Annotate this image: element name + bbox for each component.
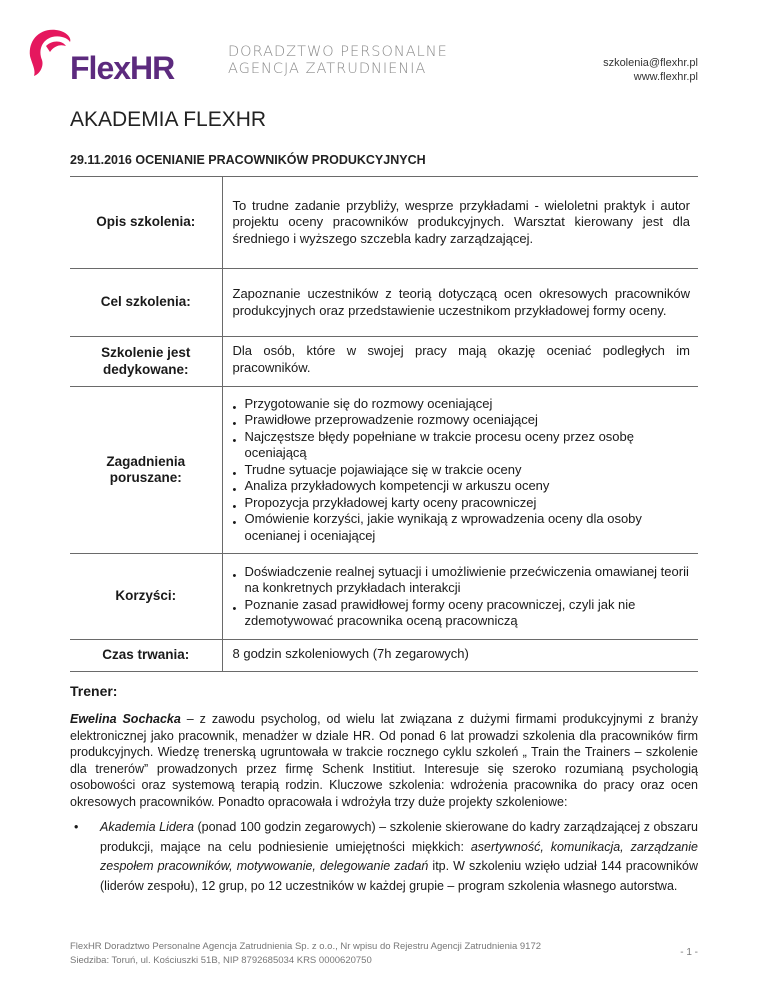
label-korzysci: Korzyści: [70, 554, 222, 640]
email-link[interactable]: szkolenia@flexhr.pl [603, 57, 698, 69]
value-dedykowane: Dla osób, które w swojej pracy mają okazję oceniać podległych im pracowników. [222, 337, 698, 387]
logo-mark-icon [26, 26, 74, 82]
row-opis [70, 177, 698, 269]
trainer-bio [70, 711, 698, 811]
label-dedykowane: Szkolenie jest dedykowane: [70, 337, 222, 387]
bullet-end: itp. W szkoleniu wzięło udział 144 pracowników (liderów zespołu), 12 grup, po 12 uczestników w każdej grupie – program szkolenia własnego autorstwa. [100, 859, 698, 893]
bullet-mid: (ponad 100 godzin zegarowych) – szkolenie skierowane do kadry zarządzającej z obszaru produkcji, mające na celu podniesienie umiejętności miękkich: [100, 820, 699, 854]
page-title: AKADEMIA FLEXHR [70, 108, 267, 131]
flexhr-logo [26, 26, 186, 86]
label-czas: Czas trwania: [70, 640, 222, 672]
tagline-line1: DORADZTWO PERSONALNE [228, 44, 448, 60]
page-subtitle: 29.11.2016 OCENIANIE PRACOWNIKÓW PRODUKCYJNYCH [70, 153, 426, 167]
label-cel: Cel szkolenia: [70, 269, 222, 337]
label-opis: Opis szkolenia: [70, 177, 222, 269]
row-dedykowane [70, 337, 698, 387]
page-header [0, 0, 768, 110]
value-czas: 8 godzin szkoleniowych (7h zegarowych) [222, 640, 698, 672]
list-item: • Doświadczenie realnej sytuacji i umożliwienie przećwiczenia omawianej teorii na konkretnych przykładach interakcji [233, 564, 691, 597]
logo-text: FlexHR [70, 50, 175, 86]
list-item: • Analiza przykładowych kompetencji w arkuszu oceny [233, 478, 691, 495]
row-zagadnienia [70, 387, 698, 554]
value-opis: To trudne zadanie przybliży, wesprze przykładami - wieloletni praktyk i autor projektu oceny pracowników produkcyjnych. Warsztat kierowany jest dla średniego i wyższego szczebla kadry zarządzającej. [222, 177, 698, 269]
row-czas [70, 640, 698, 672]
bullet-dot: • [74, 820, 79, 834]
row-cel [70, 269, 698, 337]
footer-line2: Siedziba: Toruń, ul. Kościuszki 51B, NIP 8792685034 KRS 0000620750 [70, 955, 372, 966]
page-number: - 1 - [680, 947, 698, 958]
label-zagadnienia: Zagadnienia poruszane: [70, 387, 222, 554]
project-bullet [70, 818, 698, 896]
page-footer [70, 940, 698, 968]
footer-line1: FlexHR Doradztwo Personalne Agencja Zatrudnienia Sp. z o.o., Nr wpisu do Rejestru Agencji Zatrudnienia 9172 [70, 941, 542, 952]
list-item: • Najczęstsze błędy popełniane w trakcie procesu oceny przez osobę oceniającą [233, 429, 691, 462]
trainer-heading: Trener: [70, 683, 118, 699]
trainer-bio-text: – z zawodu psycholog, od wielu lat związana z dużymi firmami produkcyjnymi z branży elektronicznej jako pracownik, menadżer w dziale HR. Od ponad 6 lat prowadzi szkolenia dla pracowników firm produkcyjnych. Wiedzę trenerską ugruntowała w trakcie rocznego cyklu szkoleń „ Train the Trainers – szkolenie dla trenerów” prowadzonych przez firmę Schenk Institiut. Interesuje się szeroko rozumianą psychologią osobowości oraz systemową terapią rodzin. Kluczowe szkolenia: wdrożenia pracownika do pracy oraz ocen okresowych pracowników. Ponadto opracowała i wdrożyła trzy duże projekty szkoleniowe: [70, 712, 698, 809]
row-korzysci [70, 554, 698, 640]
korzysci-list [233, 564, 691, 630]
list-item: • Omówienie korzyści, jakie wynikają z wprowadzenia oceny dla osoby ocenianej i oceniającej [233, 511, 691, 544]
bullet-skills: asertywność, komunikacja, zarządzanie zespołem pracowników, motywowanie, delegowanie zadań [100, 839, 698, 873]
list-item: • Propozycja przykładowej karty oceny pracowniczej [233, 495, 691, 512]
tagline [228, 44, 448, 78]
bullet-title: Akademia Lidera [100, 820, 194, 834]
contact-info [603, 56, 698, 84]
bullet-text [100, 818, 698, 896]
trainer-name: Ewelina Sochacka [70, 712, 181, 726]
list-item: • Trudne sytuacje pojawiające się w trakcie oceny [233, 462, 691, 479]
list-item: • Przygotowanie się do rozmowy oceniającej [233, 396, 691, 413]
value-zagadnienia [222, 387, 698, 554]
website-link[interactable]: www.flexhr.pl [633, 71, 698, 83]
training-info-table [70, 176, 698, 672]
zagadnienia-list [233, 396, 691, 545]
value-korzysci [222, 554, 698, 640]
value-cel: Zapoznanie uczestników z teorią dotyczącą ocen okresowych pracowników produkcyjnych oraz przedstawienie uczestnikom przykładowej formy oceny. [222, 269, 698, 337]
list-item: • Poznanie zasad prawidłowej formy oceny pracowniczej, czyli jak nie zdemotywować pracownika oceną pracowniczą [233, 597, 691, 630]
tagline-line2: AGENCJA ZATRUDNIENIA [228, 61, 427, 77]
list-item: • Prawidłowe przeprowadzenie rozmowy oceniającej [233, 412, 691, 429]
